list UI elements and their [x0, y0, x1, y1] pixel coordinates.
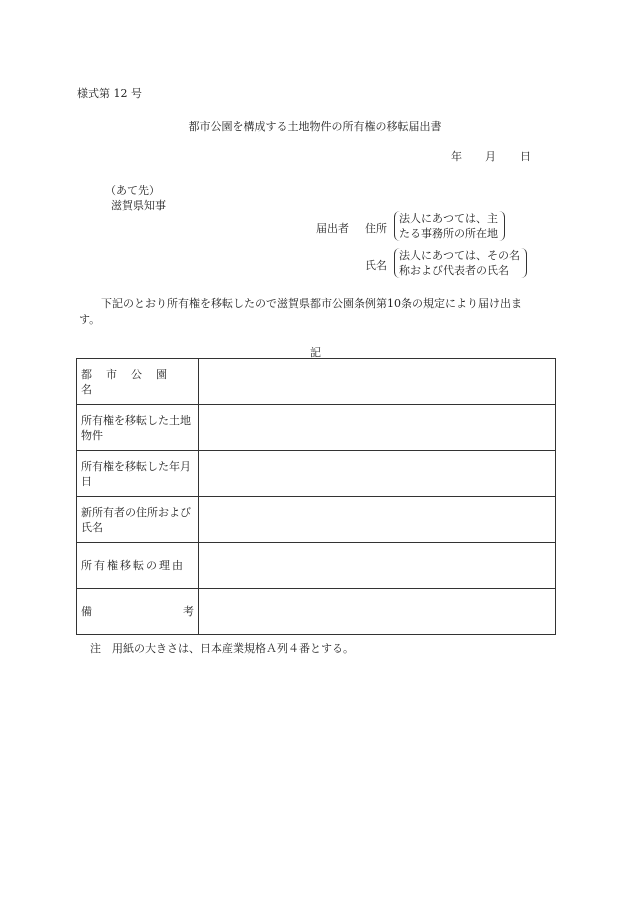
name-note — [394, 248, 527, 278]
table-row — [77, 405, 556, 451]
body-paragraph — [79, 296, 565, 328]
date-day-label: 日 — [520, 150, 531, 163]
table-row — [77, 543, 556, 589]
row-value-park-name[interactable] — [199, 359, 556, 405]
addressee-name: 滋賀県知事 — [111, 199, 166, 212]
row-label-land-property: 所有権を移転した土地物件 — [77, 405, 199, 451]
document-title: 都市公園を構成する土地物件の所有権の移転届出書 — [188, 120, 442, 133]
row-label-remarks — [77, 589, 199, 635]
addressee-label: （あて先） — [105, 184, 160, 197]
remarks-label-a: 備 — [81, 605, 92, 618]
body-line1: 下記のとおり所有権を移転したので滋賀県都市公園条例第10条の規定により届け出ま — [101, 297, 522, 310]
name-note-line2: 称および代表者の氏名 — [399, 264, 509, 277]
form-table — [76, 358, 556, 635]
row-value-transfer-reason[interactable] — [199, 543, 556, 589]
date-month-label: 月 — [485, 150, 496, 163]
row-value-land-property[interactable] — [199, 405, 556, 451]
name-note-line1: 法人にあつては、その名 — [399, 249, 520, 262]
paper-size-note: 注 用紙の大きさは、日本産業規格Ａ列４番とする。 — [90, 642, 354, 655]
row-label-new-owner: 新所有者の住所および氏名 — [77, 497, 199, 543]
form-number: 様式第 12 号 — [77, 87, 142, 100]
name-label: 氏名 — [365, 259, 387, 272]
date-year-label: 年 — [451, 150, 462, 163]
address-note — [394, 211, 505, 241]
address-label: 住所 — [365, 222, 387, 235]
table-row — [77, 451, 556, 497]
row-label-transfer-date: 所有権を移転した年月日 — [77, 451, 199, 497]
address-note-line2: たる事務所の所在地 — [399, 227, 498, 240]
table-row — [77, 497, 556, 543]
table-row — [77, 359, 556, 405]
row-value-remarks[interactable] — [199, 589, 556, 635]
ki-heading: 記 — [310, 346, 321, 359]
row-label-park-name: 都市公園名 — [77, 359, 199, 405]
body-line2: す。 — [79, 313, 101, 326]
row-value-transfer-date[interactable] — [199, 451, 556, 497]
address-note-line1: 法人にあつては、主 — [399, 212, 498, 225]
row-value-new-owner[interactable] — [199, 497, 556, 543]
remarks-label-b: 考 — [183, 605, 194, 618]
row-label-transfer-reason: 所有権移転の理由 — [77, 543, 199, 589]
notifier-label: 届出者 — [316, 222, 349, 235]
table-row — [77, 589, 556, 635]
